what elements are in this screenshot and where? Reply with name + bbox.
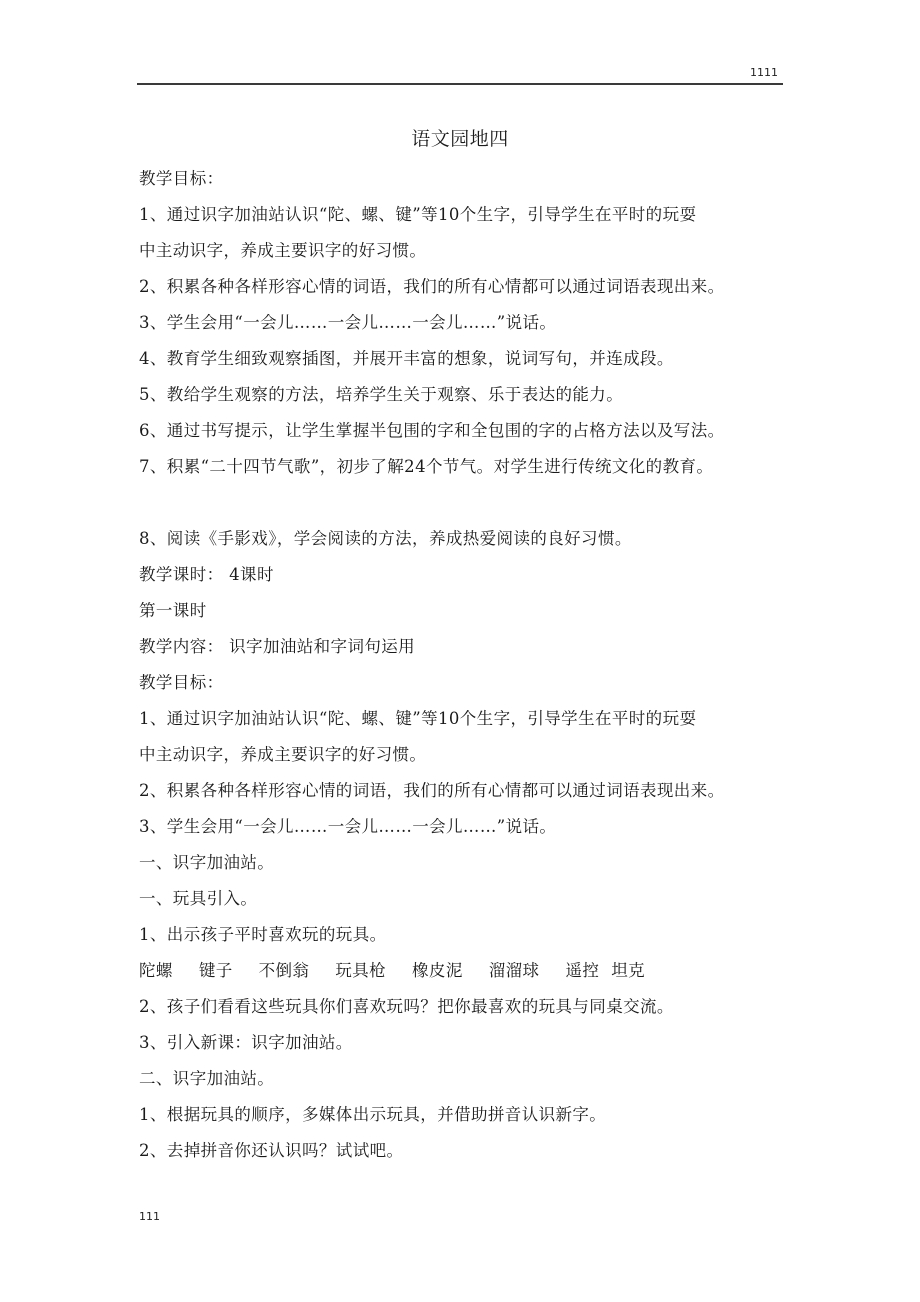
paragraph: 二、识字加油站。 [139, 1069, 275, 1088]
paragraph: 第一课时 [139, 601, 207, 620]
toy-item: 遥控 [565, 961, 600, 980]
paragraph: 1、通过识字加油站认识“陀、螺、键”等10个生字，引导学生在平时的玩耍 [139, 205, 697, 224]
header-page-label: 1111 [750, 66, 778, 79]
footer-page-label: 111 [139, 1210, 160, 1223]
toy-item: 陀螺 [139, 961, 173, 980]
paragraph: 6、通过书写提示，让学生掌握半包围的字和全包围的字的占格方法以及写法。 [139, 421, 725, 440]
paragraph: 2、积累各种各样形容心情的词语，我们的所有心情都可以通过词语表现出来。 [139, 781, 725, 800]
paragraph: 5、教给学生观察的方法，培养学生关于观察、乐于表达的能力。 [139, 385, 624, 404]
paragraph: 中主动识字，养成主要识字的好习惯。 [139, 241, 427, 260]
paragraph: 教学课时： 4课时 [139, 565, 274, 584]
paragraph: 中主动识字，养成主要识字的好习惯。 [139, 745, 427, 764]
paragraph: 2、去掉拼音你还认识吗？试试吧。 [139, 1141, 404, 1160]
toy-item: 键子 [198, 961, 233, 980]
toy-list [139, 960, 799, 996]
paragraph: 一、识字加油站。 [139, 853, 275, 872]
document-title: 语文园地四 [411, 128, 509, 150]
paragraph: 3、学生会用“一会儿……一会儿……一会儿……”说话。 [139, 817, 557, 836]
paragraph: 7、积累“二十四节气歌”，初步了解24个节气。对学生进行传统文化的教育。 [139, 457, 714, 476]
paragraph: 2、孩子们看看这些玩具你们喜欢玩吗？把你最喜欢的玩具与同桌交流。 [139, 997, 674, 1016]
paragraph: 一、玩具引入。 [139, 889, 258, 908]
toy-item: 玩具枪 [335, 961, 387, 980]
paragraph: 4、教育学生细致观察插图，并展开丰富的想象，说词写句，并连成段。 [139, 349, 674, 368]
paragraph: 1、出示孩子平时喜欢玩的玩具。 [139, 925, 387, 944]
document-body [139, 168, 799, 1176]
paragraph: 3、引入新课：识字加油站。 [139, 1033, 353, 1052]
paragraph: 教学目标： [139, 673, 224, 692]
paragraph: 8、阅读《手影戏》，学会阅读的方法，养成热爱阅读的良好习惯。 [139, 529, 632, 548]
paragraph: 3、学生会用“一会儿……一会儿……一会儿……”说话。 [139, 313, 557, 332]
paragraph: 1、通过识字加油站认识“陀、螺、键”等10个生字，引导学生在平时的玩耍 [139, 709, 697, 728]
toy-item: 坦克 [611, 961, 646, 980]
header-rule [137, 83, 783, 85]
toy-item: 溜溜球 [488, 961, 540, 980]
toy-item: 不倒翁 [258, 961, 310, 980]
paragraph: 2、积累各种各样形容心情的词语，我们的所有心情都可以通过词语表现出来。 [139, 277, 725, 296]
paragraph: 1、根据玩具的顺序，多媒体出示玩具，并借助拼音认识新字。 [139, 1105, 607, 1124]
paragraph: 教学目标： [139, 169, 224, 188]
toy-item: 橡皮泥 [412, 961, 463, 980]
paragraph: 教学内容： 识字加油站和字词句运用 [139, 637, 416, 656]
blank-line [139, 492, 799, 528]
